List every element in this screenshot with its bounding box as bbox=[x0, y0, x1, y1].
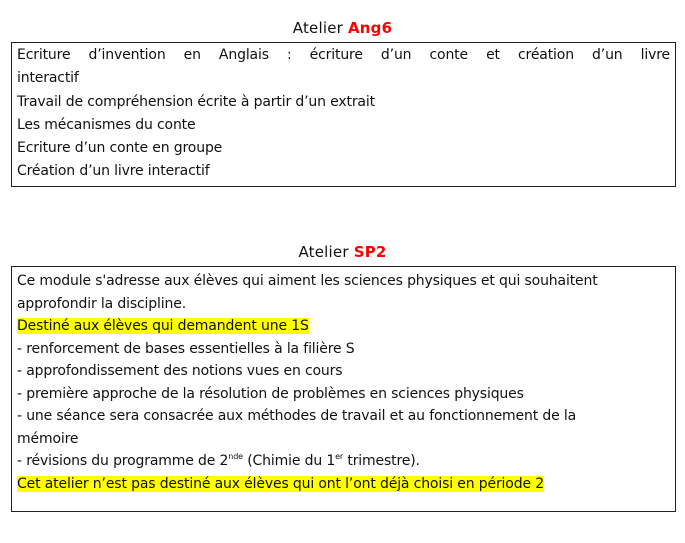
description-line: approfondir la discipline. bbox=[17, 295, 186, 312]
description-line: interactif bbox=[17, 70, 79, 87]
workshop-title-ang6 bbox=[0, 18, 685, 38]
description-line: Création d’un livre interactif bbox=[17, 163, 210, 180]
bullet-line: - une séance sera consacrée aux méthodes de travail et au fonctionnement de la bbox=[17, 408, 577, 424]
highlighted-final-note: Cet atelier n’est pas destiné aux élèves qui ont l’ont déjà choisi en période 2 bbox=[17, 475, 544, 492]
title-prefix: Atelier bbox=[298, 243, 349, 261]
workshop-code: SP2 bbox=[353, 243, 387, 261]
superscript-nde: nde bbox=[228, 452, 243, 461]
bullet-line: - approfondissement des notions vues en cours bbox=[17, 363, 343, 379]
description-line: Ecriture d’un conte en groupe bbox=[17, 140, 223, 157]
bullet-line: - première approche de la résolution de problèmes en sciences physiques bbox=[17, 385, 524, 402]
description-line: Ecriture d’invention en Anglais : écriture d’un conte et création d’un livre bbox=[17, 47, 670, 63]
description-line: Les mécanismes du conte bbox=[17, 116, 196, 133]
description-line: mémoire bbox=[17, 430, 79, 447]
bullet-line: - renforcement de bases essentielles à la filière S bbox=[17, 340, 355, 357]
workshop-title-sp2 bbox=[0, 242, 685, 262]
title-prefix: Atelier bbox=[292, 19, 343, 37]
workshop-code: Ang6 bbox=[347, 19, 393, 37]
bullet-line-revisions: - révisions du programme de 2nde (Chimie du 1er trimestre). bbox=[17, 452, 420, 469]
description-line: Travail de compréhension écrite à partir d’un extrait bbox=[17, 93, 375, 110]
workshop-description-ang6 bbox=[11, 42, 676, 187]
description-line: Ce module s'adresse aux élèves qui aiment les sciences physiques et qui souhaitent bbox=[17, 273, 598, 289]
workshop-description-sp2 bbox=[11, 266, 676, 512]
superscript-er: er bbox=[335, 452, 344, 461]
highlighted-requirement: Destiné aux élèves qui demandent une 1S bbox=[17, 318, 309, 334]
